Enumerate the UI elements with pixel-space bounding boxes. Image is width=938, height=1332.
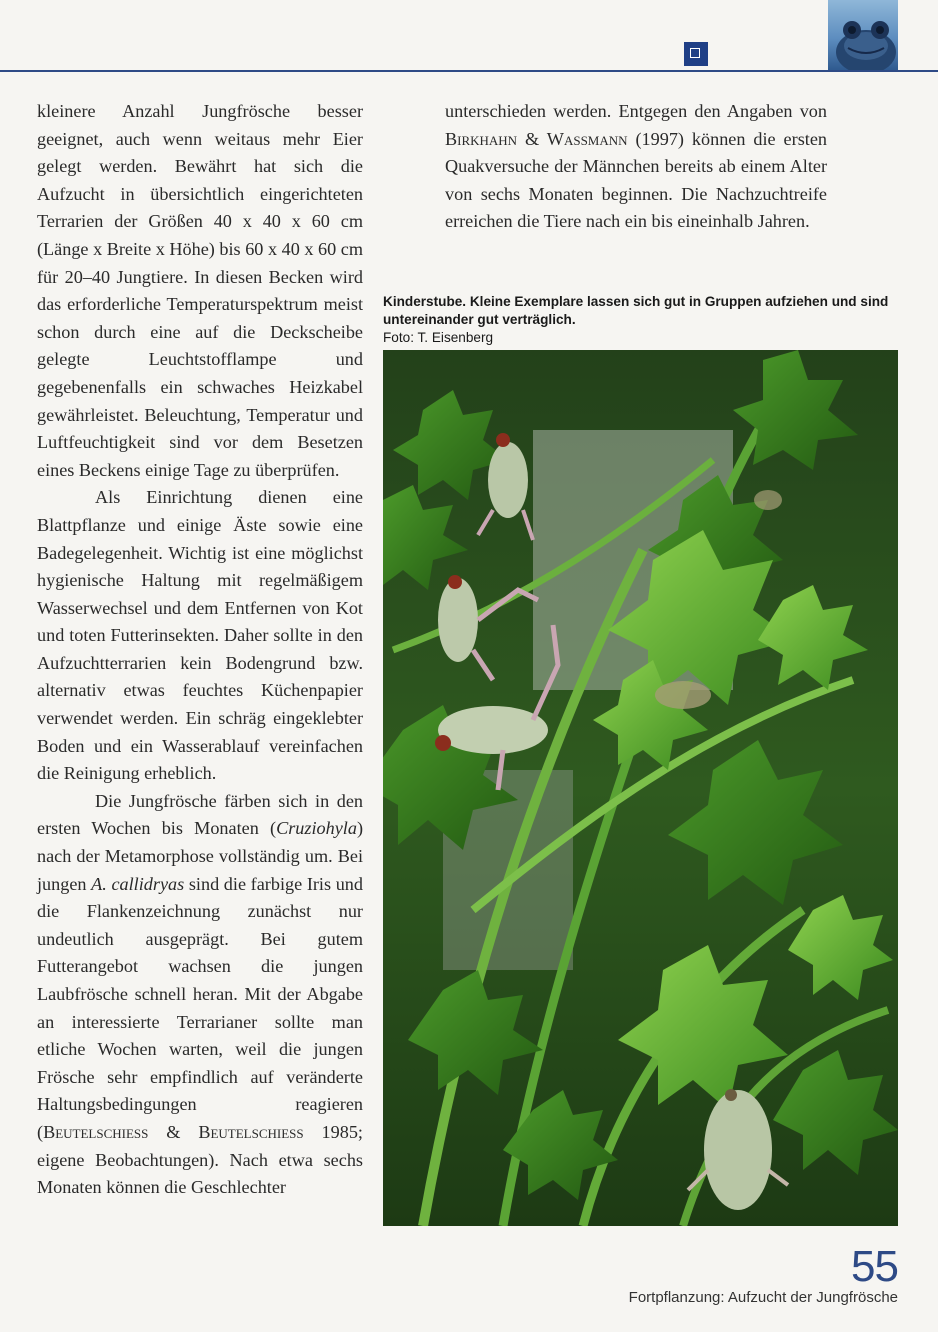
- left-paragraph-3: [37, 788, 363, 1202]
- right-text-b: (1997) können die ersten Quakversuche der Männchen bereits ab einem Alter von sechs Monaten beginnen. Die Nachzuchtreife erreichen die Tiere nach ein bis eineinhalb Jahren.: [445, 128, 827, 232]
- p3-text-d: 1985; eigene Beobachtungen). Nach etwa sechs Monaten können die Geschlechter: [37, 1121, 363, 1198]
- species-name: A. callidryas: [91, 873, 185, 894]
- caption-text: Kinderstube. Kleine Exemplare lassen sich gut in Gruppen aufziehen und sind untereinander gut verträglich.: [383, 294, 889, 327]
- page-number: 55: [851, 1242, 898, 1291]
- corner-frog-image: [828, 0, 898, 70]
- p3-text-c: sind die farbige Iris und die Flankenzeichnung zunächst nur undeutlich ausgeprägt. Bei gutem Futterangebot wachsen die jungen Laubfrösche schnell heran. Mit der Abgabe an interessierte Terrarianer sollte man etliche Wochen warten, weil die jungen Frösche sehr empfindlich auf veränderte Haltungsbedingungen reagieren (: [37, 873, 363, 1142]
- genus-name: Cruziohyla: [276, 818, 357, 839]
- p3-text-a: Die Jungfrösche färben sich in den ersten Wochen bis Monaten (: [37, 790, 363, 839]
- left-paragraph-1: kleinere Anzahl Jungfrösche besser geeignet, auch wenn weitaus mehr Eier gelegt werden. Bewährt hat sich die Aufzucht in übersichtlich eingerichteten Terrarien der Größen 40 x 40 x 60 cm (Länge x Breite x Höhe) bis 60 x 40 x 60 cm für 20–40 Jungtiere. In diesen Becken wird das erforderliche Temperaturspektrum meist schon durch eine auf die Deckscheibe gelegte Leuchtstofflampe und gegebenenfalls ein schwaches Heizkabel gewährleistet. Beleuchtung, Temperatur und Luftfeuchtigkeit sind vor dem Besetzen eines Beckens einige Tage zu überprüfen.: [37, 101, 363, 480]
- p3-text-b: ) nach der Metamorphose vollständig um. Bei jungen: [37, 818, 363, 894]
- right-text-a: unterschieden werden. Entgegen den Angaben von: [445, 101, 827, 121]
- photo-credit: Foto: T. Eisenberg: [383, 330, 494, 345]
- left-paragraph-2: Als Einrichtung dienen eine Blattpflanze und einige Äste sowie eine Badegelegenheit. Wichtig ist eine möglichst hygienische Haltung mit regelmäßigem Wasserwechsel und dem Entfernen von Kot und toten Futterinsekten. Daher sollte in den Aufzuchtterrarien kein Bodengrund bzw. alternativ etwas feuchtes Küchenpapier verwendet werden. Ein schräg eingeklebter Boden und ein Wasserablauf vereinfachen die Reinigung erheblich.: [37, 487, 363, 784]
- citation-beutelschiess: Beutelschiess & Beutelschiess: [43, 1121, 304, 1142]
- figure-caption: [383, 293, 903, 347]
- frog-thumbnail-drawing: [828, 0, 898, 70]
- frog-photo-drawing: [383, 350, 898, 1226]
- square-outline-icon: [684, 42, 708, 66]
- citation-birkhahn: Birkhahn & Wassmann: [445, 128, 628, 149]
- left-text-column: [37, 98, 363, 1202]
- right-text-column: [445, 98, 827, 236]
- header-rule: [0, 70, 938, 72]
- frog-photo: [383, 350, 898, 1226]
- running-footer: Fortpflanzung: Aufzucht der Jungfrösche: [628, 1289, 898, 1306]
- right-paragraph-1: [445, 98, 827, 236]
